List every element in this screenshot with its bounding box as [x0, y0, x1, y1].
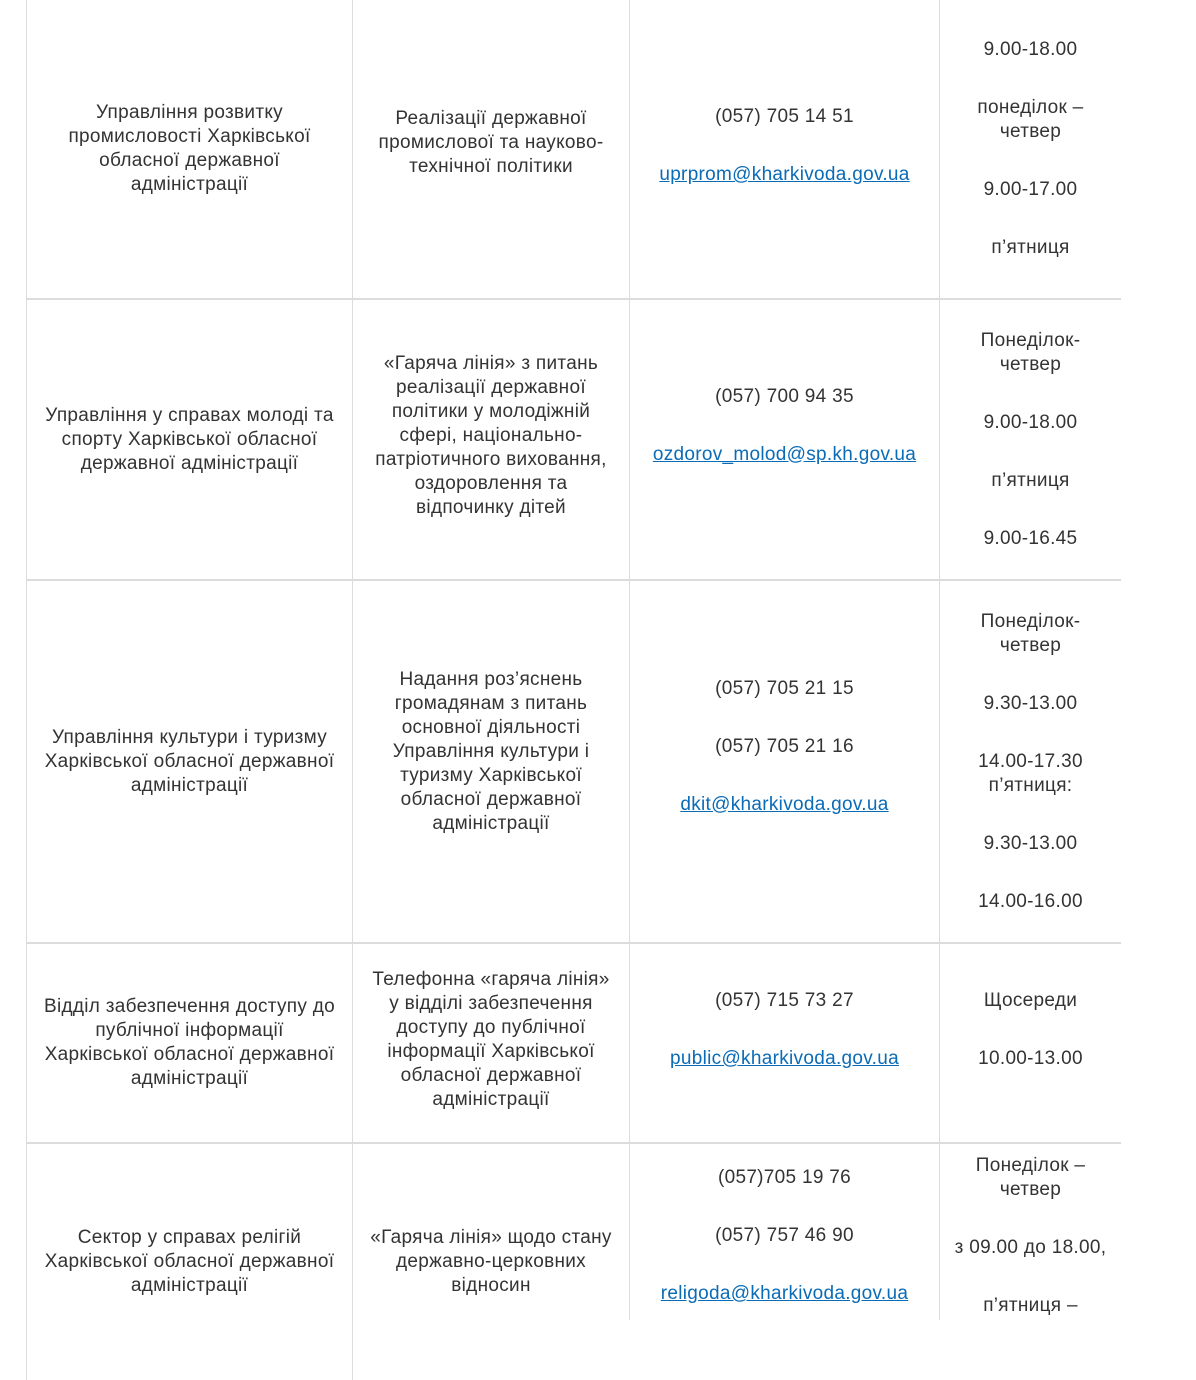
- department-cell: [26, 944, 352, 1142]
- phone-number: (057)705 19 76: [717, 1167, 852, 1188]
- hours-line: Понеділок – четвер: [975, 1155, 1086, 1200]
- contacts-table: [26, 0, 1121, 1344]
- hours-cell: [939, 1144, 1121, 1320]
- hours-line: п’ятниця –: [983, 1295, 1078, 1316]
- phone-number: (057) 705 14 51: [715, 106, 854, 127]
- topic-cell: [352, 300, 629, 579]
- hours-cell: [939, 581, 1121, 942]
- topic-text: Телефонна «гаряча лінія» у відділі забезпечення доступу до публічної інформації Харківської обласної державної адміністрації: [372, 969, 610, 1110]
- contact-cell: [629, 581, 939, 942]
- phone-number: (057) 715 73 27: [715, 990, 854, 1011]
- email-link[interactable]: ozdorov_molod@sp.kh.gov.ua: [652, 443, 917, 465]
- topic-cell: [352, 1144, 629, 1380]
- department-name: Управління у справах молоді та спорту Харківської обласної державної адміністрації: [45, 404, 334, 474]
- hours-line: 14.00-16.00: [978, 890, 1083, 912]
- department-name: Управління культури і туризму Харківської обласної державної адміністрації: [44, 726, 335, 796]
- department-name: Сектор у справах релігій Харківської обласної державної адміністрації: [44, 1227, 335, 1296]
- hours-cell: [939, 944, 1121, 1142]
- hours-line: 9.00-18.00: [983, 411, 1078, 433]
- contact-cell: [629, 944, 939, 1142]
- table-row: [26, 944, 1121, 1144]
- hours-line: 9.00-16.45: [983, 527, 1078, 549]
- department-name: Управління розвитку промисловості Харківської обласної державної адміністрації: [68, 102, 311, 195]
- hours-line: п’ятниця: [991, 469, 1070, 491]
- department-cell: [26, 0, 352, 298]
- phone-number: (057) 700 94 35: [715, 385, 854, 407]
- email-link[interactable]: uprprom@kharkivoda.gov.ua: [659, 164, 910, 185]
- phone-number: (057) 705 21 16: [715, 735, 854, 757]
- department-cell: [26, 1144, 352, 1380]
- contact-cell: [629, 0, 939, 298]
- department-cell: [26, 581, 352, 942]
- topic-text: Реалізації державної промислової та науково-технічної політики: [378, 108, 604, 177]
- hours-line: 9.00-17.00: [983, 179, 1078, 200]
- hours-line: п’ятниця:: [988, 774, 1073, 796]
- hours-line: 9.00-18.00: [983, 39, 1078, 60]
- department-cell: [26, 300, 352, 579]
- hours-line: 9.30-13.00: [983, 832, 1078, 854]
- email-link[interactable]: religoda@kharkivoda.gov.ua: [660, 1283, 909, 1304]
- hours-cell: [939, 300, 1121, 579]
- email-link[interactable]: dkit@kharkivoda.gov.ua: [680, 793, 889, 815]
- hours-line: 14.00-17.30: [978, 750, 1083, 772]
- hours-line: 10.00-13.00: [978, 1048, 1083, 1069]
- hours-line: понеділок – четвер: [977, 97, 1084, 142]
- topic-text: «Гаряча лінія» щодо стану державно-церковних відносин: [370, 1227, 612, 1296]
- hours-line: п’ятниця: [991, 237, 1070, 258]
- hours-line: Понеділок-четвер: [980, 610, 1081, 656]
- table-row: [26, 300, 1121, 581]
- table-row: [26, 0, 1121, 300]
- topic-cell: [352, 581, 629, 942]
- hours-line: Понеділок-четвер: [980, 329, 1081, 375]
- topic-cell: [352, 944, 629, 1142]
- phone-number: (057) 705 21 15: [715, 677, 854, 699]
- email-link[interactable]: public@kharkivoda.gov.ua: [670, 1048, 899, 1069]
- topic-text: «Гаряча лінія» з питань реалізації державної політики у молодіжній сфері, національно-патріотичного виховання, оздоровлення та відпочинку дітей: [375, 352, 607, 518]
- hours-line: з 09.00 до 18.00,: [954, 1237, 1107, 1258]
- topic-text: Надання роз’яснень громадянам з питань основної діяльності Управління культури і туризму Харківської обласної державної адміністрації: [392, 668, 590, 834]
- contact-cell: [629, 300, 939, 579]
- contact-cell: [629, 1144, 939, 1320]
- hours-line: 9.30-13.00: [983, 692, 1078, 714]
- hours-cell: [939, 0, 1121, 298]
- hours-line: Щосереди: [983, 990, 1078, 1011]
- table-row: [26, 1144, 1121, 1344]
- department-name: Відділ забезпечення доступу до публічної інформації Харківської обласної державної адміністрації: [44, 996, 335, 1089]
- topic-cell: [352, 0, 629, 298]
- table-row: [26, 581, 1121, 944]
- phone-number: (057) 757 46 90: [715, 1225, 854, 1246]
